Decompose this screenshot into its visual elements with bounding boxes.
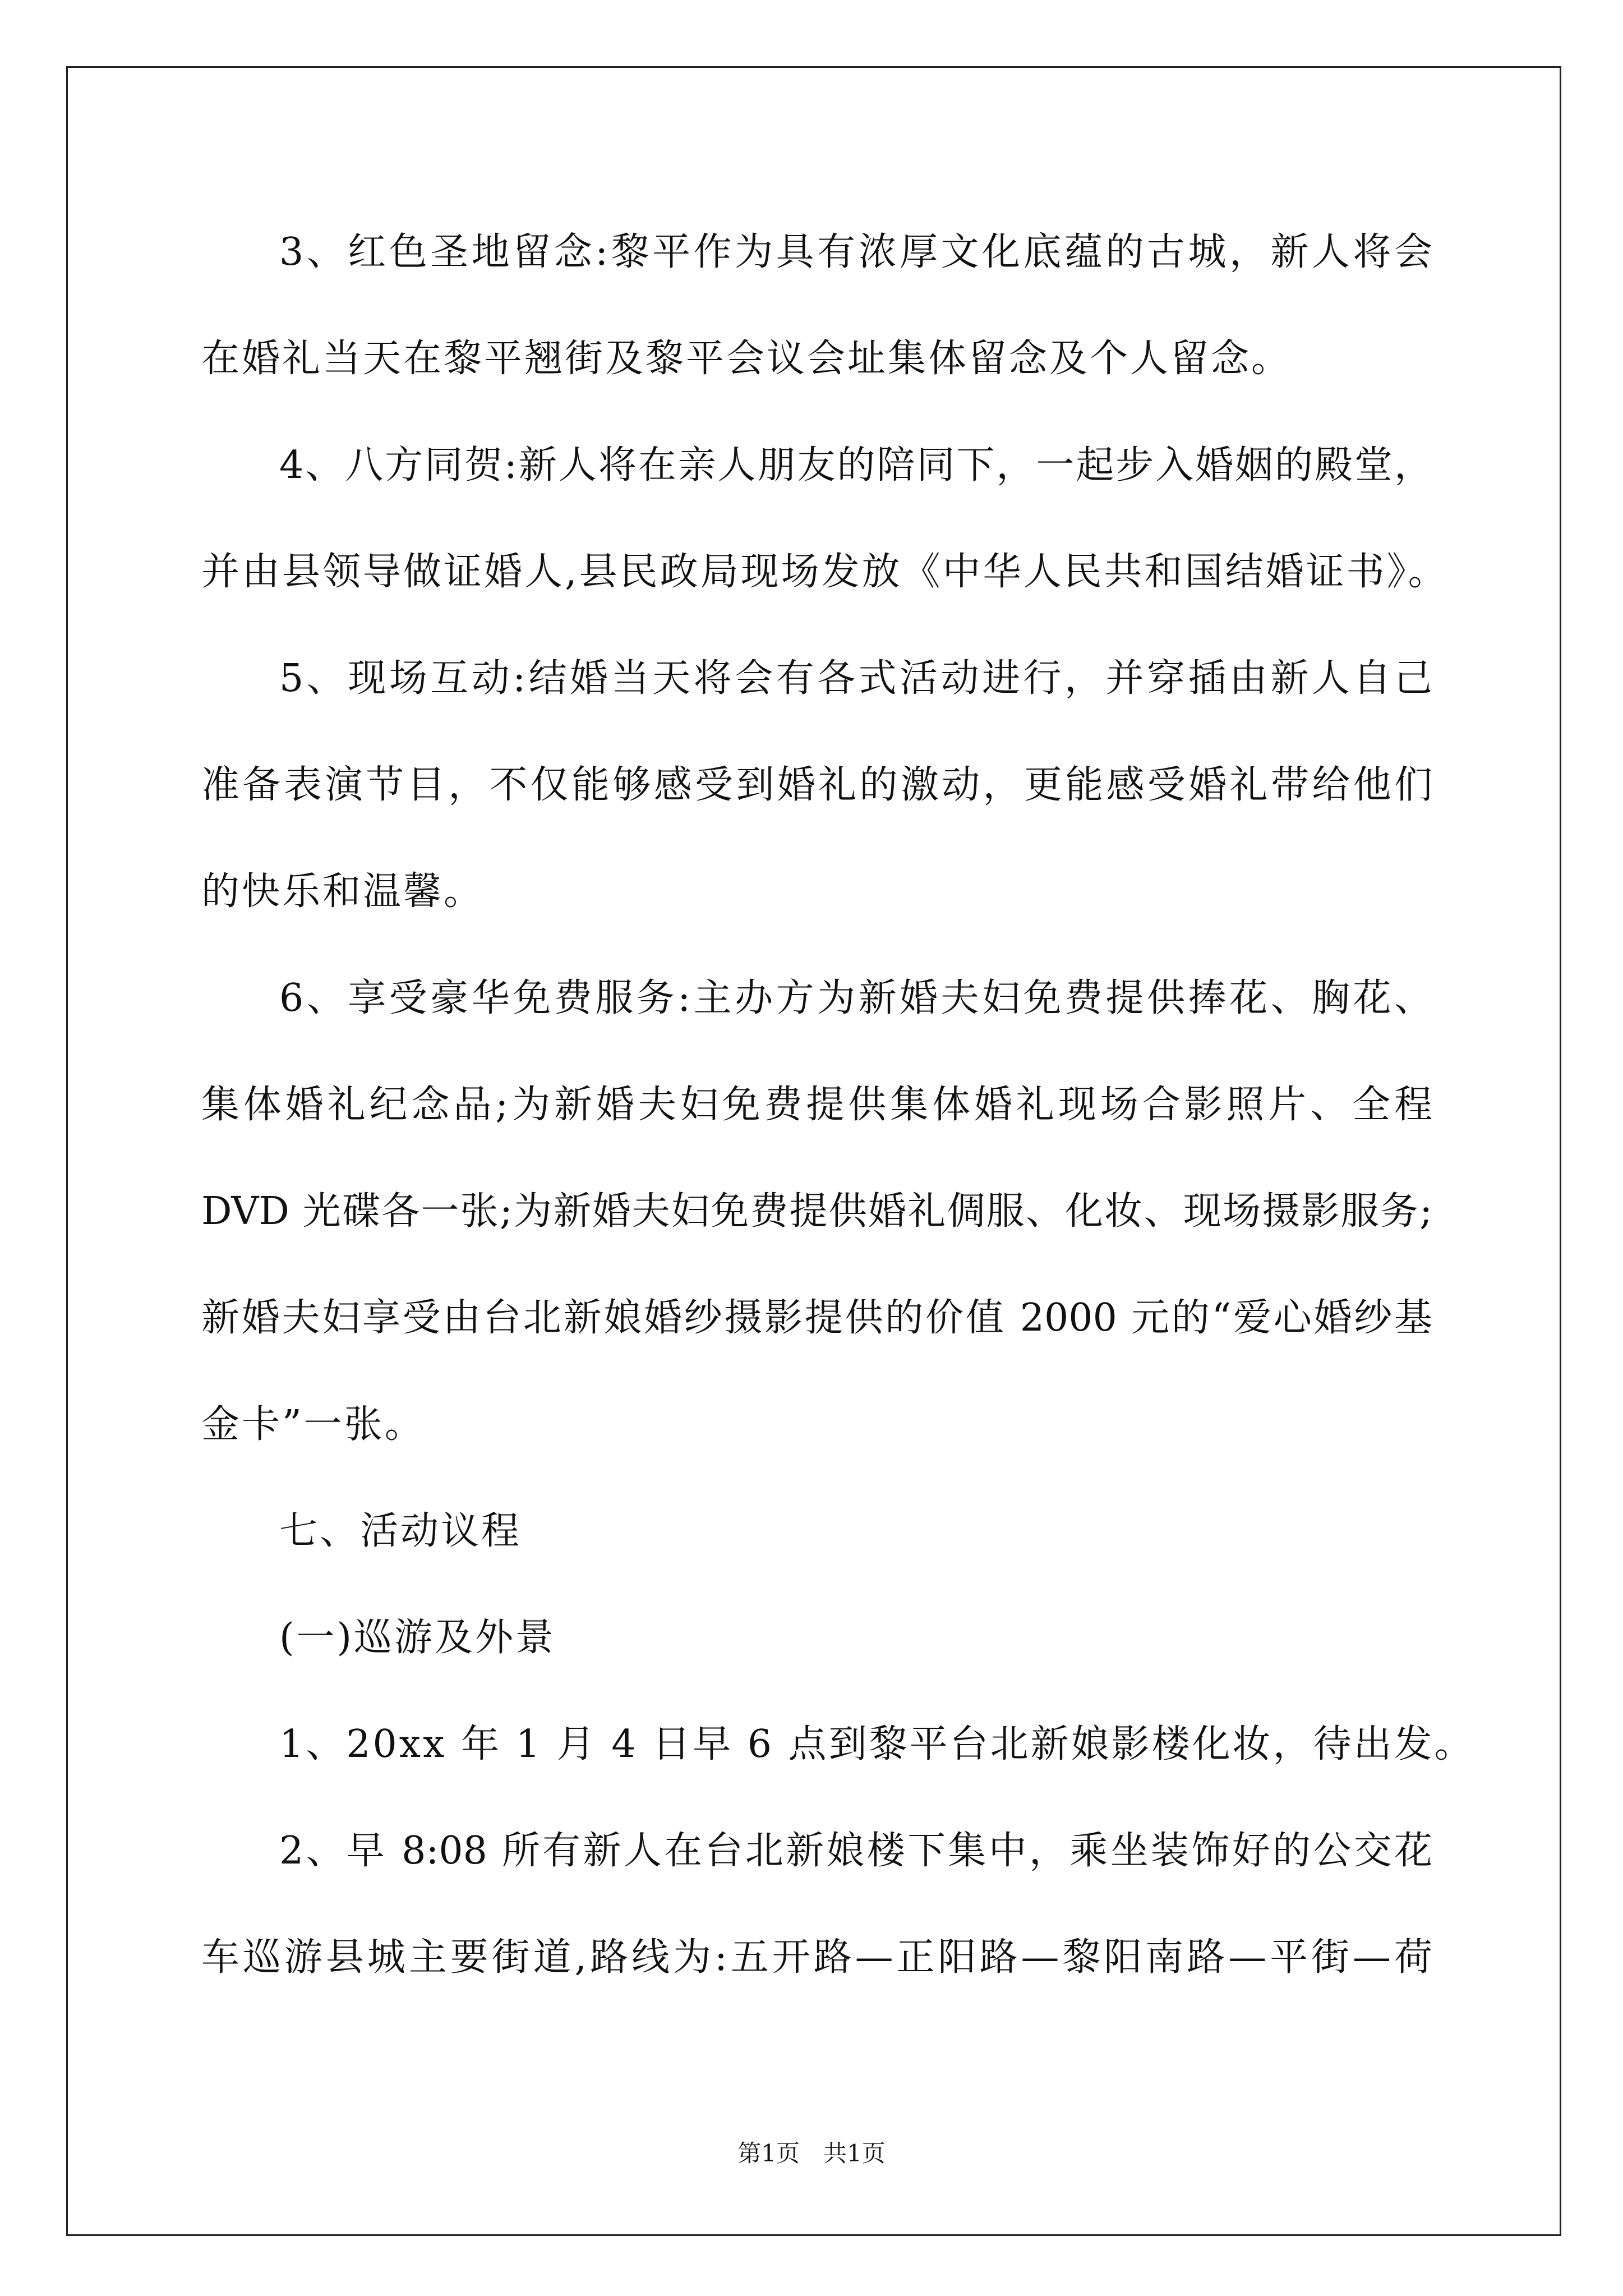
paragraph-congratulations bbox=[201, 412, 1449, 625]
paragraph-free-services bbox=[201, 945, 1432, 1478]
text-line: 在婚礼当天在黎平翘街及黎平会议会址集体留念及个人留念。 bbox=[201, 337, 1292, 381]
text-line: 的快乐和温馨。 bbox=[201, 869, 485, 914]
text-line: 1、20xx 年 1 月 4 日早 6 点到黎平台北新娘影楼化妆，待出发。 bbox=[279, 1722, 1475, 1766]
text-line: 6、享受豪华免费服务:主办方为新婚夫妇免费提供捧花、胸花、 bbox=[279, 976, 1432, 1020]
section-heading: 七、活动议程 bbox=[279, 1509, 522, 1553]
text-line: 新婚夫妇享受由台北新娘婚纱摄影提供的价值 2000 元的“爱心婚纱基 bbox=[201, 1296, 1432, 1340]
document-body bbox=[201, 199, 1475, 2011]
text-line: 准备表演节目，不仅能够感受到婚礼的激动，更能感受婚礼带给他们 bbox=[201, 763, 1432, 807]
paragraph-interaction bbox=[201, 625, 1432, 945]
page-number-footer: 第1页 共1页 bbox=[737, 2139, 886, 2167]
text-line: DVD 光碟各一张;为新婚夫妇免费提供婚礼倜服、化妆、现场摄影服务; bbox=[201, 1189, 1432, 1234]
text-line: 车巡游县城主要街道,路线为:五开路—正阳路—黎阳南路—平街—荷 bbox=[201, 1935, 1432, 1980]
text-line: 4、八方同贺:新人将在亲人朋友的陪同下，一起步入婚姻的殿堂， bbox=[279, 443, 1432, 487]
paragraph-red-memorial bbox=[201, 199, 1432, 412]
text-line: 5、现场互动:结婚当天将会有各式活动进行，并穿插由新人自己 bbox=[279, 656, 1432, 701]
agenda-item-1 bbox=[201, 1691, 1475, 1798]
text-line: 2、早 8:08 所有新人在台北新娘楼下集中，乘坐装饰好的公交花 bbox=[279, 1829, 1432, 1873]
subsection-heading: (一)巡游及外景 bbox=[279, 1616, 556, 1660]
text-line: 集体婚礼纪念品;为新婚夫妇免费提供集体婚礼现场合影照片、全程 bbox=[201, 1083, 1432, 1127]
text-line: 金卡”一张。 bbox=[201, 1402, 425, 1447]
subsection-heading-parade bbox=[201, 1585, 1432, 1691]
section-heading-agenda bbox=[201, 1478, 1432, 1585]
text-line: 3、红色圣地留念:黎平作为具有浓厚文化底蕴的古城，新人将会 bbox=[279, 230, 1432, 274]
text-line: 并由县领导做证婚人,县民政局现场发放《中华人民共和国结婚证书》。 bbox=[201, 550, 1449, 594]
agenda-item-2 bbox=[201, 1798, 1432, 2011]
